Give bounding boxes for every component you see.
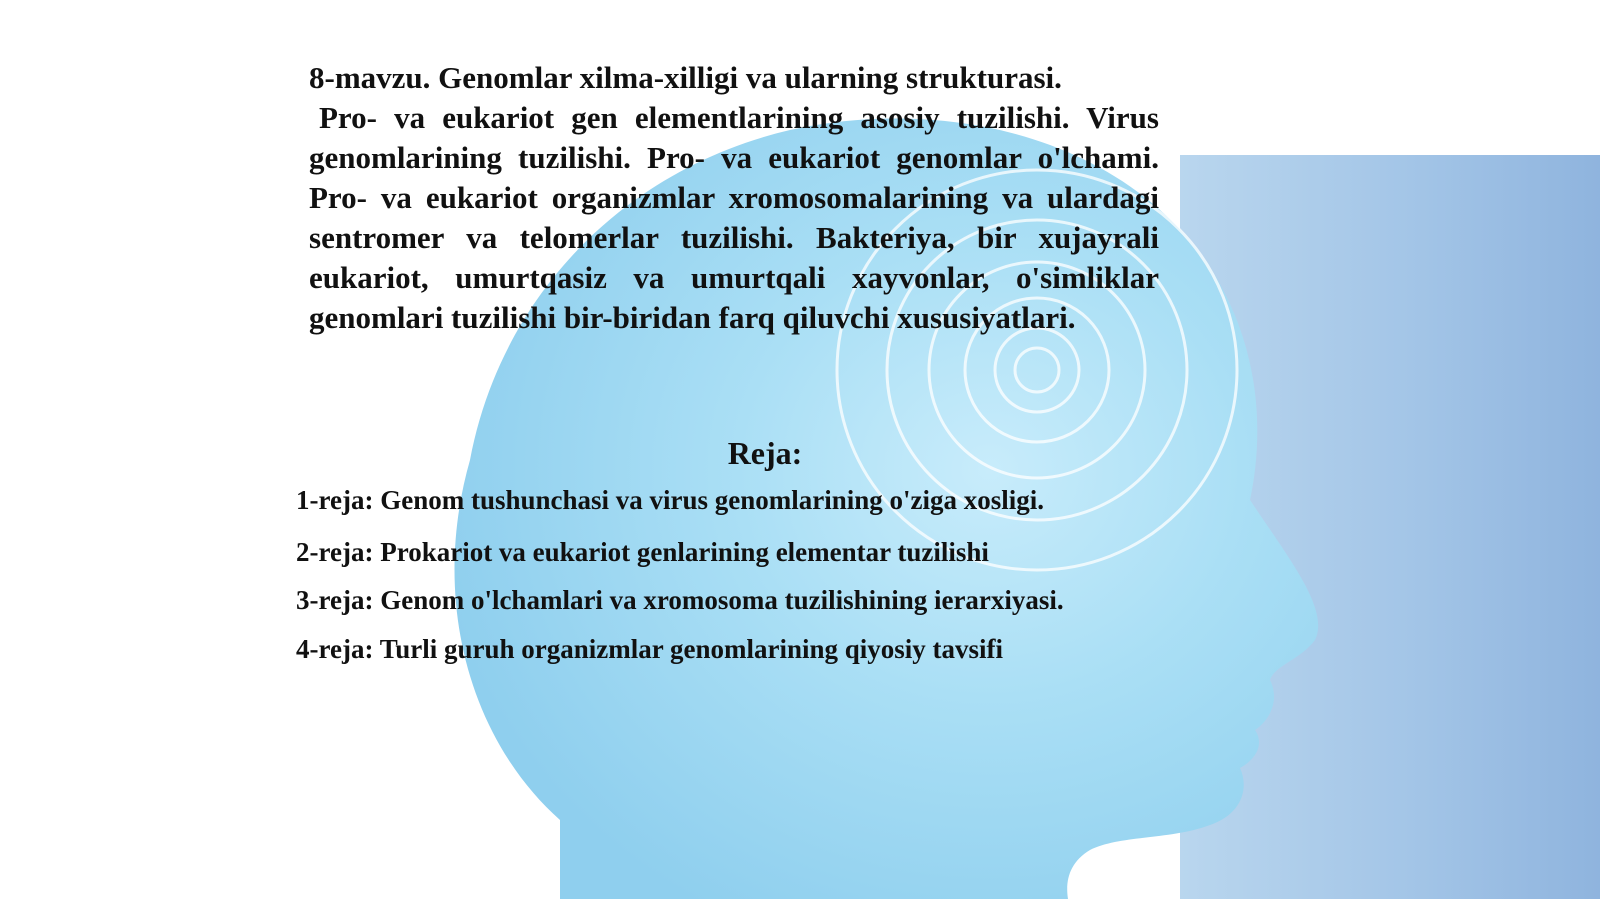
- plan-item-1: 1-reja: Genom tushunchasi va virus genomlarining o'ziga xosligi.: [296, 485, 1045, 515]
- lecture-title: [309, 58, 1159, 338]
- plan-item-3: 3-reja: Genom o'lchamlari va xromosoma tuzilishining ierarxiyasi.: [296, 585, 1064, 615]
- plan-item-4: 4-reja: Turli guruh organizmlar genomlarining qiyosiy tavsifi: [296, 634, 1004, 664]
- topic-title: 8-mavzu. Genomlar xilma-xilligi va ularning strukturasi.: [309, 60, 1062, 95]
- plan-heading: Reja:: [727, 435, 803, 471]
- topic-description: Pro- va eukariot gen elementlarining asosiy tuzilishi. Virus genomlarining tuzilishi. Pro- va eukariot genomlar o'lchami. Pro- va eukariot organizmlar xromosomalarining va ulardagi sentromer va telomerlar tuzilishi. Bakteriya, bir xujayrali eukariot, umurtqasiz va umurtqali xayvonlar, o'simliklar genomlari tuzilishi bir-biridan farq qiluvchi xususiyatlari.: [309, 100, 1159, 335]
- plan-item-2: 2-reja: Prokariot va eukariot genlarining elementar tuzilishi: [296, 537, 989, 567]
